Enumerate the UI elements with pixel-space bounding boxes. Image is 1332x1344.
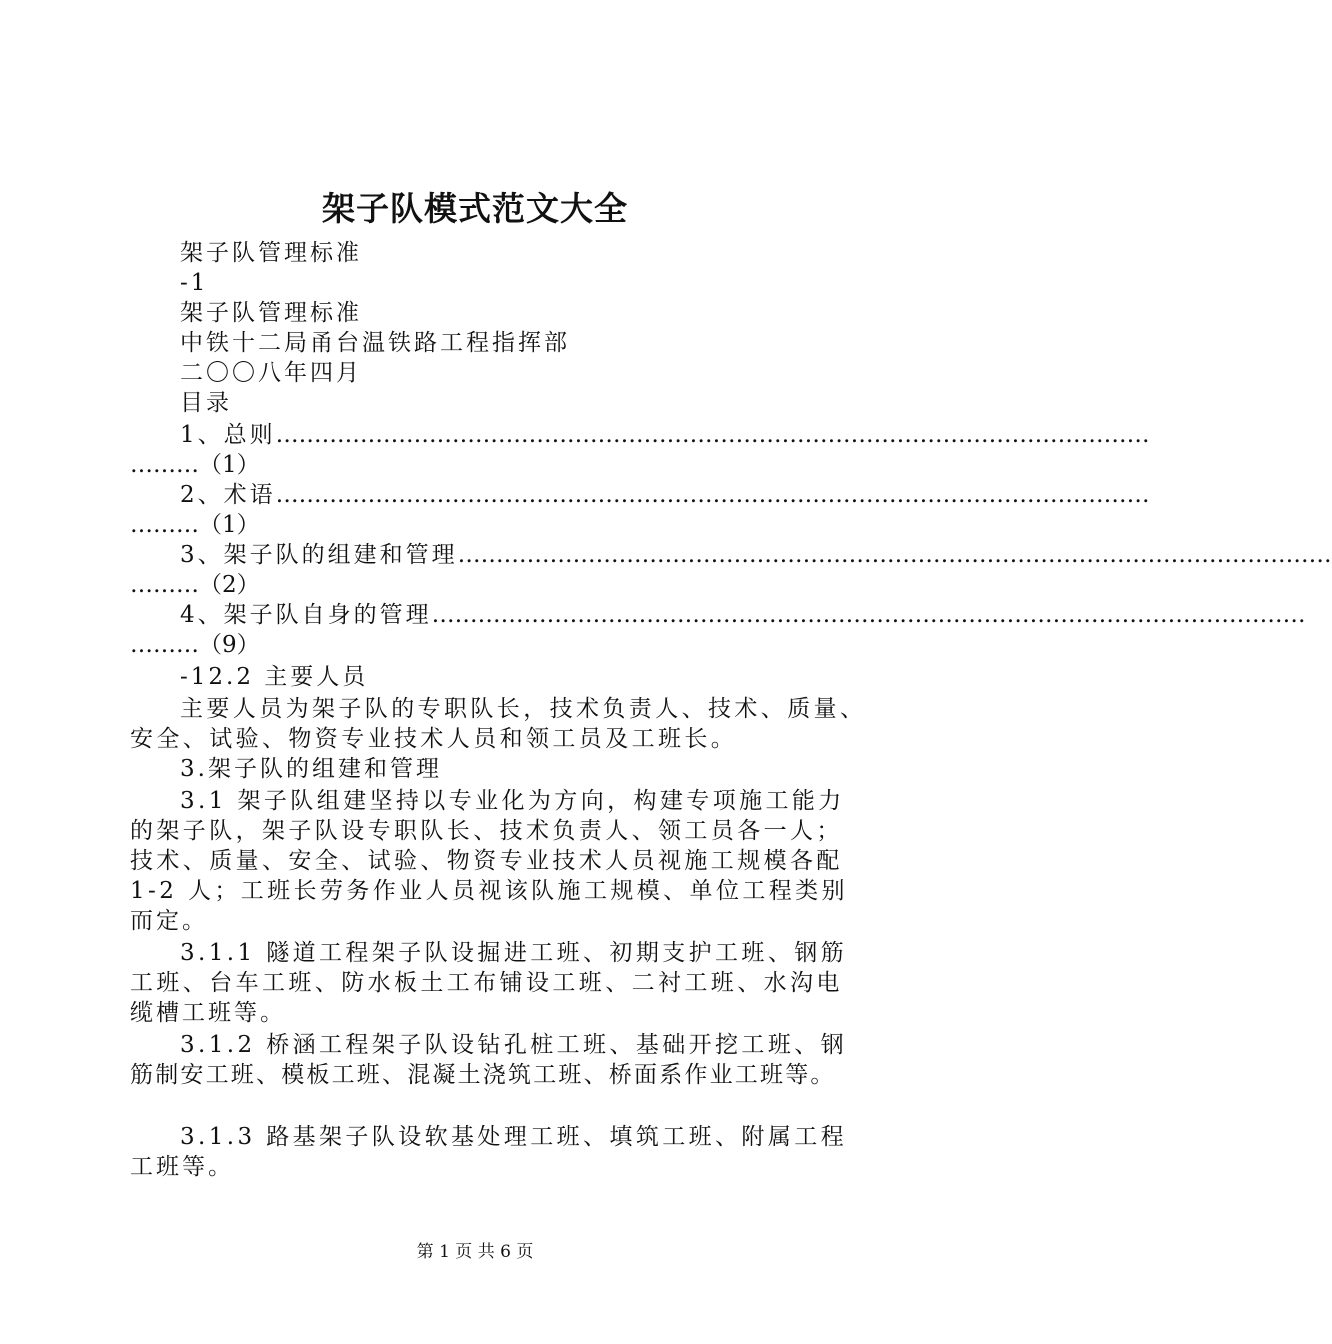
paragraph-line: 而定。 — [130, 908, 208, 934]
toc-leader: …………………………………………………………………………………………………… — [457, 542, 1332, 568]
text-line: -1 — [180, 270, 209, 296]
toc-leader-tail: ……… — [130, 572, 199, 598]
paragraph-line: 的架子队，架子队设专职队长、技术负责人、领工员各一人； — [130, 818, 843, 844]
toc-page: （1） — [199, 512, 260, 538]
section-heading: -12.2 主要人员 — [180, 664, 369, 690]
toc-page: （9） — [199, 632, 260, 658]
paragraph-line: 工班、台车工班、防水板土工布铺设工班、二衬工班、水沟电 — [130, 970, 843, 996]
paragraph-line: 3.1.3 路基架子队设软基处理工班、填筑工班、附属工程 — [180, 1124, 848, 1150]
toc-label: 3、架子队的组建和管理 — [180, 542, 458, 568]
toc-leader-tail: ……… — [130, 452, 199, 478]
toc-label: 4、架子队自身的管理 — [180, 602, 432, 628]
paragraph-line: 3.1.2 桥涵工程架子队设钻孔桩工班、基础开挖工班、钢 — [180, 1032, 848, 1058]
paragraph-line: 3.1 架子队组建坚持以专业化为方向，构建专项施工能力 — [180, 788, 845, 814]
page-footer: 第 1 页 共 6 页 — [416, 1242, 534, 1262]
document-title: 架子队模式范文大全 — [322, 189, 628, 228]
toc-page: （1） — [199, 452, 260, 478]
toc-leader: …………………………………………………………………………………………………… — [431, 602, 1306, 628]
toc-label: 1、总则 — [180, 422, 276, 448]
paragraph-line: 安全、试验、物资专业技术人员和领工员及工班长。 — [130, 726, 738, 752]
paragraph-line: 技术、质量、安全、试验、物资专业技术人员视施工规模各配 — [130, 848, 843, 874]
toc-heading: 目录 — [180, 390, 232, 416]
toc-leader: …………………………………………………………………………………………………… — [275, 422, 1150, 448]
text-line: 架子队管理标准 — [180, 300, 362, 326]
section-heading: 3.架子队的组建和管理 — [180, 756, 442, 782]
toc-leader-tail: ……… — [130, 512, 199, 538]
paragraph-line: 主要人员为架子队的专职队长，技术负责人、技术、质量、 — [180, 696, 867, 722]
paragraph-line: 1-2 人；工班长劳务作业人员视该队施工规模、单位工程类别 — [130, 878, 848, 904]
toc-label: 2、术语 — [180, 482, 276, 508]
paragraph-line: 筋制安工班、模板工班、混凝土浇筑工班、桥面系作业工班等。 — [130, 1062, 836, 1088]
toc-leader: …………………………………………………………………………………………………… — [275, 482, 1150, 508]
text-line: 中铁十二局甬台温铁路工程指挥部 — [180, 330, 570, 356]
toc-page: （2） — [199, 572, 260, 598]
text-line: 二〇〇八年四月 — [180, 360, 362, 386]
toc-leader-tail: ……… — [130, 632, 199, 658]
paragraph-line: 工班等。 — [130, 1154, 234, 1180]
text-line: 架子队管理标准 — [180, 240, 362, 266]
paragraph-line: 3.1.1 隧道工程架子队设掘进工班、初期支护工班、钢筋 — [180, 940, 848, 966]
paragraph-line: 缆槽工班等。 — [130, 1000, 286, 1026]
